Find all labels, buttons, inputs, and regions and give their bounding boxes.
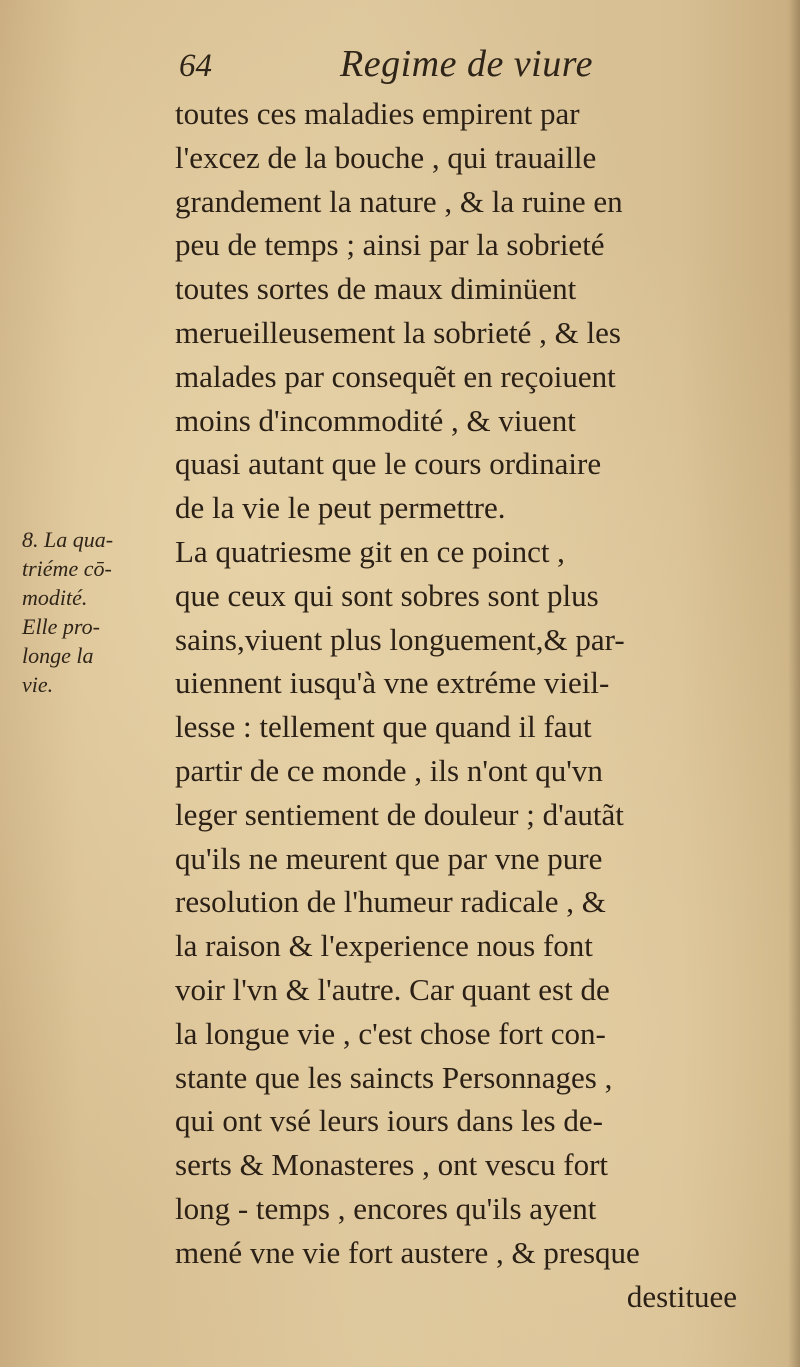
margin-note-line: vie.: [22, 672, 54, 697]
text-line: serts & Monasteres , ont vescu fort: [175, 1147, 609, 1183]
text-line: l'excez de la bouche , qui trauaille: [175, 139, 597, 175]
margin-note-line: Elle pro-: [22, 614, 100, 639]
text-line: la raison & l'experience nous font: [175, 928, 593, 964]
catchword: destituee: [626, 1278, 737, 1314]
text-line: resolution de l'humeur radicale , &: [175, 884, 606, 920]
text-line: sains,viuent plus longuement,& par-: [175, 621, 625, 657]
page-edge-shadow: [788, 0, 800, 1367]
text-line: merueilleusement la sobrieté , & les: [175, 314, 621, 350]
text-line: voir l'vn & l'autre. Car quant est de: [175, 971, 610, 1007]
text-line: la longue vie , c'est chose fort con-: [175, 1015, 606, 1051]
text-line: peu de temps ; ainsi par la sobrieté: [175, 227, 605, 263]
page-number: 64: [179, 48, 212, 84]
text-line: toutes sortes de maux diminüent: [175, 271, 577, 307]
text-line: La quatriesme git en ce poinct ,: [175, 533, 565, 569]
text-line: grandement la nature , & la ruine en: [175, 183, 623, 219]
text-line: stante que les saincts Personnages ,: [175, 1059, 613, 1095]
margin-note: [22, 525, 172, 699]
text-line: quasi autant que le cours ordinaire: [175, 446, 602, 482]
text-line: long - temps , encores qu'ils ayent: [175, 1190, 597, 1226]
text-line: leger sentiement de douleur ; d'autãt: [175, 796, 624, 832]
margin-note-line: triéme cō-: [22, 556, 112, 581]
margin-note-line: modité.: [22, 585, 88, 610]
text-line: mené vne vie fort austere , & presque: [175, 1234, 640, 1270]
running-title: Regime de viure: [340, 43, 593, 85]
text-line: toutes ces maladies empirent par: [175, 96, 580, 131]
text-line: de la vie le peut permettre.: [175, 490, 506, 526]
text-line: partir de ce monde , ils n'ont qu'vn: [175, 752, 603, 788]
text-line: qui ont vsé leurs iours dans les de-: [175, 1103, 603, 1139]
text-line: moins d'incommodité , & viuent: [175, 402, 576, 438]
margin-note-line: longe la: [22, 643, 94, 668]
running-head: [175, 42, 735, 92]
text-line: qu'ils ne meurent que par vne pure: [175, 840, 603, 876]
text-line: lesse : tellement que quand il faut: [175, 709, 592, 745]
text-line: que ceux qui sont sobres sont plus: [175, 577, 599, 613]
text-line: uiennent iusqu'à vne extréme vieil-: [175, 665, 610, 701]
margin-note-line: 8. La qua-: [22, 527, 114, 552]
body-text: [175, 92, 745, 1318]
text-line: malades par consequẽt en reçoiuent: [175, 358, 616, 394]
